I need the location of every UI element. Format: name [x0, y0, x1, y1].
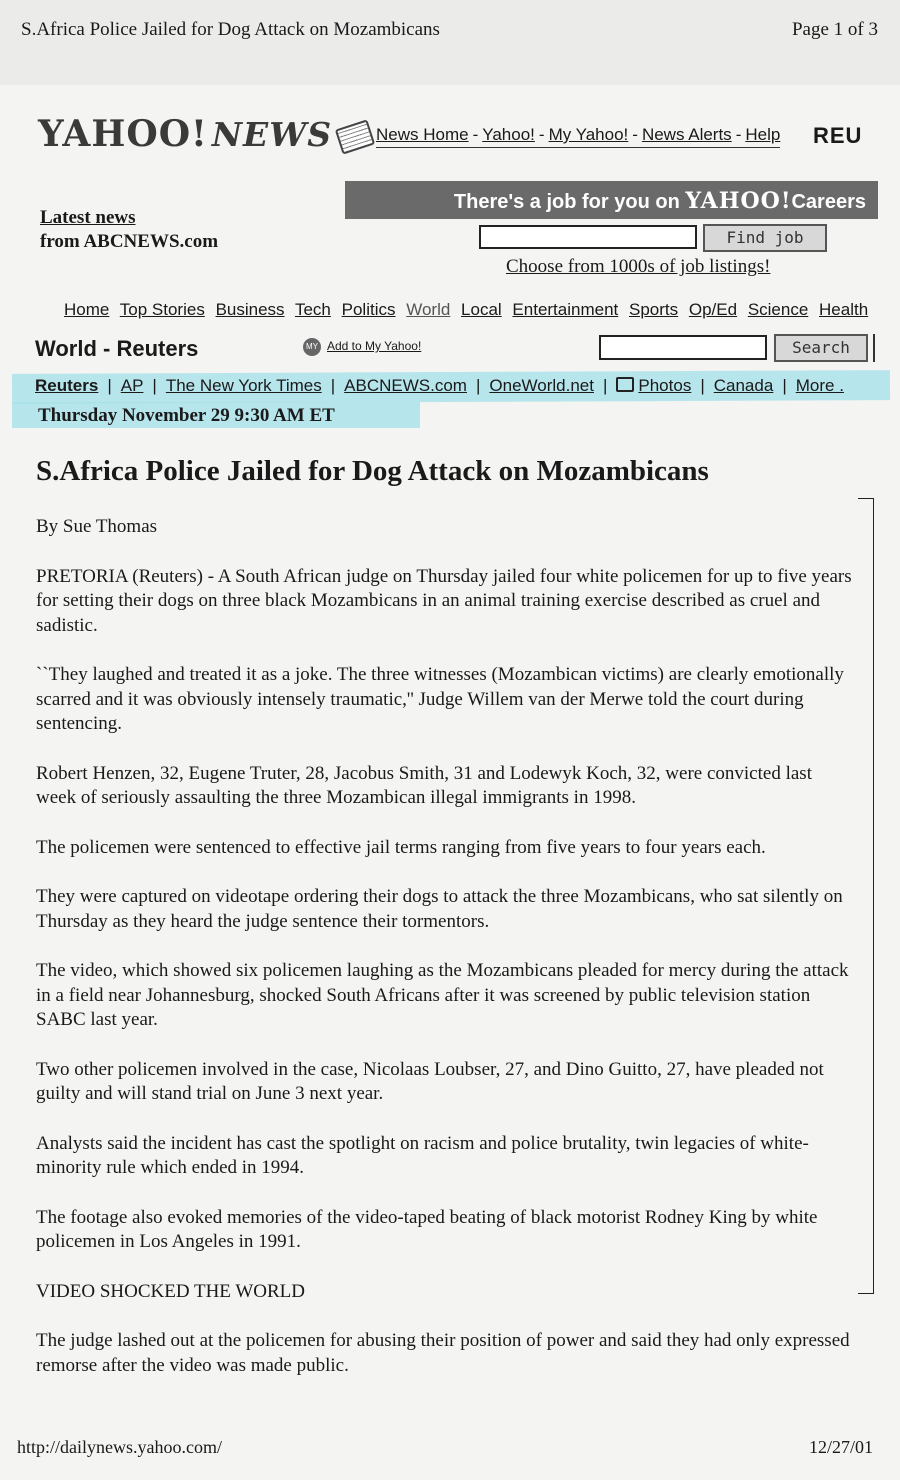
latest-news-line2: from ABCNEWS.com: [40, 231, 219, 252]
article-paragraph: ``They laughed and treated it as a joke. The three witnesses (Mozambican victims) are clearly emotionally scarred and it was obviously intensely traumatic,'' Judge Willem van der Merwe told the court during sentencing.: [36, 664, 844, 734]
separator: |: [782, 376, 787, 395]
source-reuters[interactable]: Reuters: [35, 376, 99, 395]
careers-banner-brand: YAHOO!: [685, 188, 792, 214]
section-sports[interactable]: Sports: [629, 300, 679, 319]
print-page-title: S.Africa Police Jailed for Dog Attack on Mozambicans: [21, 19, 440, 40]
news-search-input[interactable]: [599, 335, 767, 360]
section-business[interactable]: Business: [215, 300, 285, 319]
article-paragraph: Robert Henzen, 32, Eugene Truter, 28, Jacobus Smith, 31 and Lodewyk Koch, 32, were convicted last week of seriously assaulting the three Mozambican illegal immigrants in 1998.: [36, 762, 812, 808]
page-number: Page 1 of 3: [791, 19, 878, 40]
separator: |: [107, 376, 112, 395]
my-yahoo-icon: MY: [303, 338, 321, 356]
latest-news-link[interactable]: [40, 206, 218, 254]
top-nav: [376, 125, 780, 148]
margin-bracket-mark: [858, 498, 874, 1294]
yahoo-news-logo[interactable]: [38, 113, 372, 155]
section-nav: [64, 300, 874, 320]
nav-separator: -: [632, 125, 638, 144]
nav-separator: -: [538, 125, 545, 144]
article-paragraph: They were captured on videotape ordering their dogs to attack the three Mozambicans, who sat silently on Thursday as they heard the judge sentence their tormentors.: [36, 886, 843, 932]
nav-separator: -: [472, 125, 479, 144]
separator: |: [700, 376, 705, 395]
section-tech[interactable]: Tech: [294, 300, 331, 319]
careers-banner-pre: There's a job for you on: [453, 191, 680, 213]
article-byline: By Sue Thomas: [36, 516, 158, 537]
nav-help[interactable]: Help: [745, 125, 781, 144]
source-ap[interactable]: AP: [120, 376, 144, 395]
article-paragraph: Two other policemen involved in the case, Nicolaas Loubser, 27, and Dino Guitto, 27, have pleaded not guilty and will stand trial on June 3 next year.: [36, 1058, 824, 1104]
article-headline: S.Africa Police Jailed for Dog Attack on Mozambicans: [36, 455, 709, 487]
find-job-button[interactable]: Find job: [703, 224, 827, 252]
search-button[interactable]: Search: [774, 334, 868, 362]
separator: |: [475, 376, 481, 395]
nav-news-alerts[interactable]: News Alerts: [641, 125, 732, 144]
nav-my-yahoo[interactable]: My Yahoo!: [548, 125, 629, 144]
careers-banner-post: Careers: [791, 191, 866, 213]
nav-separator: -: [735, 125, 742, 144]
separator: |: [152, 376, 157, 395]
section-heading: World - Reuters: [35, 336, 199, 361]
job-listings-link[interactable]: Choose from 1000s of job listings!: [506, 256, 771, 277]
article-paragraph: The video, which showed six policemen laughing as the Mozambicans pleaded for mercy during the attack in a field near Johannesburg, shocked South Africans after it was screened by public television station SABC last year.: [36, 960, 849, 1030]
article-paragraph: The policemen were sentenced to effective jail terms ranging from five years to four years each.: [36, 836, 766, 858]
section-politics[interactable]: Politics: [341, 300, 396, 319]
logo-yahoo-text: YAHOO!: [38, 113, 208, 155]
print-date: 12/27/01: [808, 1437, 873, 1457]
add-to-my-yahoo[interactable]: [303, 338, 421, 356]
section-local[interactable]: Local: [461, 300, 502, 319]
nav-yahoo[interactable]: Yahoo!: [482, 125, 535, 144]
section-home[interactable]: Home: [64, 300, 110, 319]
separator: |: [602, 376, 608, 395]
article-subheading: VIDEO SHOCKED THE WORLD: [36, 1280, 305, 1302]
article-paragraph: The footage also evoked memories of the video-taped beating of black motorist Rodney King by white policemen in Los Angeles in 1991.: [36, 1206, 818, 1252]
job-search-input[interactable]: [479, 225, 697, 249]
latest-news-line1: Latest news: [40, 207, 136, 228]
partner-logo: REU: [813, 123, 863, 148]
print-header: [0, 0, 900, 85]
source-photos[interactable]: Photos: [638, 376, 692, 395]
camera-icon: [616, 377, 634, 392]
section-world[interactable]: World: [406, 300, 451, 319]
dateline: Thursday November 29 9:30 AM ET: [38, 405, 335, 426]
article-paragraph: The judge lashed out at the policemen for abusing their position of power and said they had only expressed remorse after the video was made public.: [36, 1330, 850, 1376]
article-body: [36, 515, 854, 1403]
section-science[interactable]: Science: [747, 300, 809, 319]
print-url: http://dailynews.yahoo.com/: [17, 1437, 222, 1457]
section-health[interactable]: Health: [819, 300, 869, 319]
add-to-my-yahoo-label: Add to My Yahoo!: [327, 339, 422, 354]
section-top-stories[interactable]: Top Stories: [119, 300, 205, 319]
article-paragraph: PRETORIA (Reuters) - A South African judge on Thursday jailed four white policemen for up to five years for setting their dogs on three black Mozambicans in an animal training exercise described as cruel and sadistic.: [36, 565, 852, 636]
source-abcnews[interactable]: ABCNEWS.com: [344, 376, 467, 395]
section-op-ed[interactable]: Op/Ed: [688, 300, 738, 319]
nav-news-home[interactable]: News Home: [376, 125, 469, 144]
newspaper-icon: [335, 119, 375, 154]
divider: [873, 334, 875, 362]
source-canada[interactable]: Canada: [713, 376, 774, 395]
careers-banner[interactable]: [345, 181, 878, 219]
source-nav: [35, 376, 844, 396]
article-paragraph: Analysts said the incident has cast the spotlight on racism and police brutality, twin legacies of white-minority rule which ended in 1994.: [36, 1132, 809, 1178]
source-nyt[interactable]: The New York Times: [165, 376, 322, 395]
section-entertainment[interactable]: Entertainment: [512, 300, 619, 319]
source-more[interactable]: More .: [795, 376, 844, 395]
separator: |: [330, 376, 336, 395]
source-oneworld[interactable]: OneWorld.net: [489, 376, 594, 395]
logo-news-text: NEWS: [211, 115, 333, 154]
